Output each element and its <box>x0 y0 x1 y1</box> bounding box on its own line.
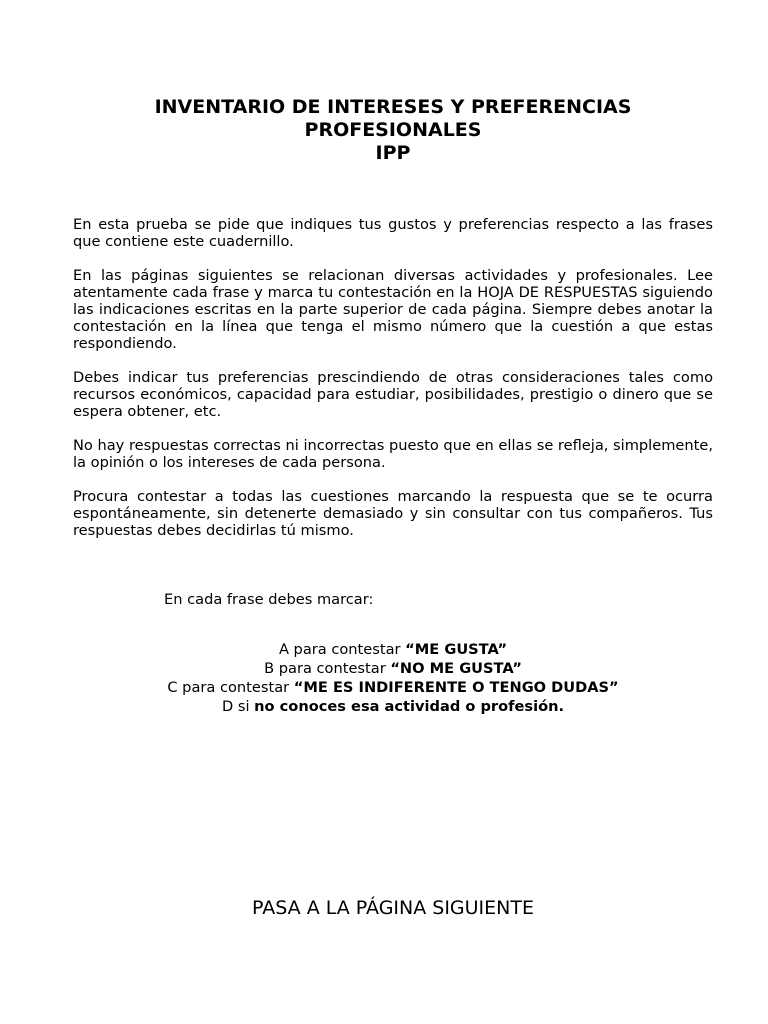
option-a-text: para contestar <box>288 641 406 658</box>
option-b-text: para contestar <box>274 660 391 677</box>
option-a <box>0 640 768 659</box>
title-line-1: INVENTARIO DE INTERESES Y PREFERENCIAS <box>154 96 632 118</box>
option-b <box>0 659 768 678</box>
next-page-notice: PASA A LA PÁGINA SIGUIENTE <box>252 897 534 919</box>
option-a-letter: A <box>278 641 289 658</box>
option-c-letter: C <box>167 679 178 696</box>
option-d <box>0 697 768 716</box>
option-b-letter: B <box>264 660 275 677</box>
option-d-answer: no conoces esa actividad o profesión. <box>254 698 565 715</box>
option-d-text: si <box>233 698 255 715</box>
option-c-text: para contestar <box>177 679 294 696</box>
option-c <box>0 678 768 697</box>
option-c-answer: “ME ES INDIFERENTE O TENGO DUDAS” <box>293 679 619 696</box>
document-title <box>0 96 768 165</box>
answer-all-paragraph: Procura contestar a todas las cuestiones marcando la respuesta que se te ocurra espontáneamente, sin detenerte demasiado y sin consultar con tus compañeros. Tus respuestas debes decidirlas tú mismo. <box>73 488 713 539</box>
marking-instructions-lead: En cada frase debes marcar: <box>164 591 374 608</box>
instructions-paragraph: En las páginas siguientes se relacionan diversas actividades y profesionales. Lee atentamente cada frase y marca tu contestación en la HOJA DE RESPUESTAS siguiendo las indicaciones escritas en la parte superior de cada página. Siempre debes anotar la contestación en la línea que tenga el mismo número que la cuestión a que estas respondiendo. <box>73 267 713 352</box>
title-line-3: IPP <box>375 142 411 164</box>
preferences-paragraph: Debes indicar tus preferencias prescindiendo de otras consideraciones tales como recursos económicos, capacidad para estudiar, posibilidades, prestigio o dinero que se espera obtener, etc. <box>73 369 713 420</box>
answer-options-list <box>0 640 768 716</box>
intro-paragraph: En esta prueba se pide que indiques tus gustos y preferencias respecto a las frases que contiene este cuadernillo. <box>73 216 713 250</box>
title-line-2: PROFESIONALES <box>304 119 482 141</box>
option-b-answer: “NO ME GUSTA” <box>390 660 522 677</box>
option-a-answer: “ME GUSTA” <box>405 641 508 658</box>
option-d-letter: D <box>221 698 234 715</box>
no-correct-answers-paragraph: No hay respuestas correctas ni incorrectas puesto que en ellas se refleja, simplemente, la opinión o los intereses de cada persona. <box>73 437 713 471</box>
